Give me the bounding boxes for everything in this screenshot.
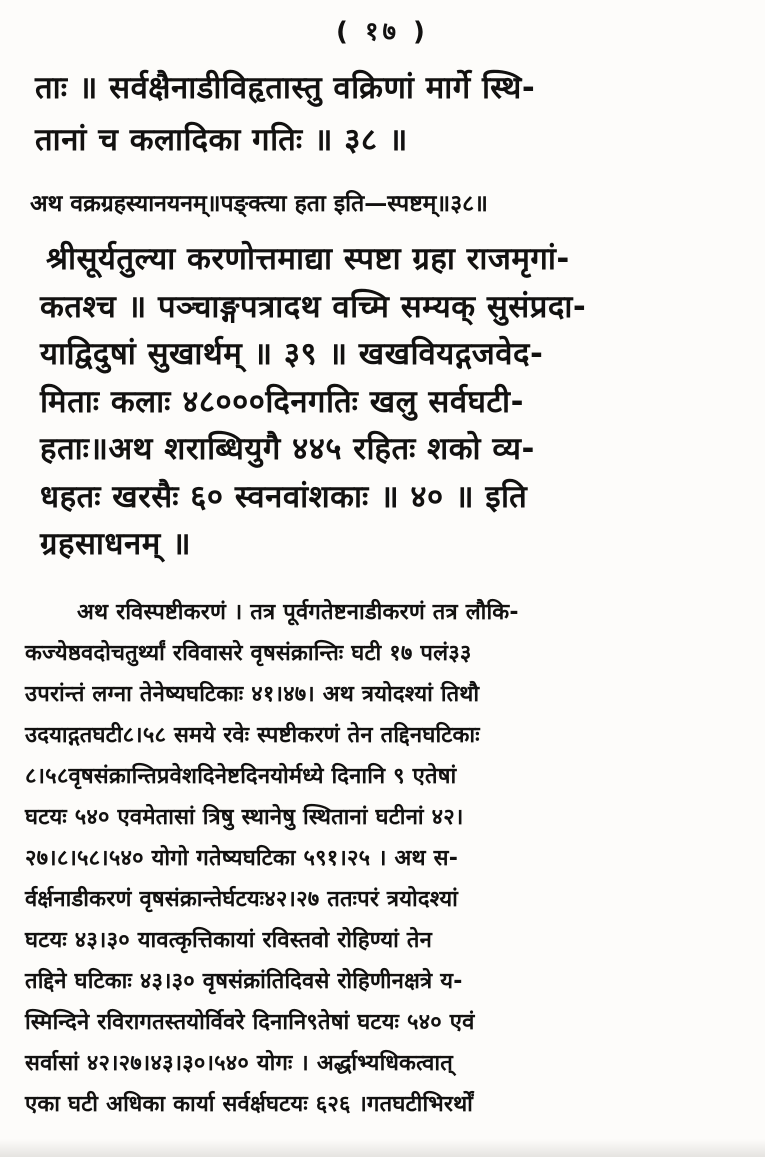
commentary-line: घटयः ५४० एवमेतासां त्रिषु स्थानेषु स्थितानां घटीनां ४२। xyxy=(25,805,464,830)
commentary-line: उपरांन्तं लग्ना तेनेष्यघटिकाः ४१।४७। अथ त्रयोदश्यां तिथौ xyxy=(25,682,480,707)
scan-edge-shadow xyxy=(0,1139,765,1157)
verse-line: याद्विदुषां सुखार्थम् ॥ ३९ ॥ खखवियद्गजवेद- xyxy=(40,336,544,372)
commentary-line: तद्दिने घटिकाः ४३।३० वृषसंक्रांतिदिवसे रोहिणीनक्षत्रे य- xyxy=(25,969,463,994)
commentary-line: ८।५८वृषसंक्रान्तिप्रवेशदिनेष्टदिनयोर्मध्ये दिनानि ९ एतेषां xyxy=(25,764,457,789)
verse-block-39-40 xyxy=(40,236,755,569)
page-number: ( १७ ) xyxy=(336,17,429,47)
verse-line: तानां च कलादिका गतिः ॥ ३८ ॥ xyxy=(35,122,408,158)
verse-block-38 xyxy=(35,62,755,166)
commentary-line: २७।८।५८।५४० योगो गतेष्यघटिका ५९१।२५ । अथ स- xyxy=(25,846,459,871)
verse-line: धहतः खरसैः ६० स्वनवांशकाः ॥ ४० ॥ इति xyxy=(40,478,528,515)
verse-line: मिताः कलाः ४८०००दिनगतिः खलु सर्वघटी- xyxy=(40,383,524,420)
commentary-line: एका घटी अधिका कार्या सर्वर्क्षघटयः ६२६ ।गतघटीभिरर्थों xyxy=(25,1092,474,1117)
commentary-line: र्वर्क्षनाडीकरणं वृषसंक्रान्तेर्घटयः४२।२७ ततःपरं त्रयोदश्यां xyxy=(25,887,458,912)
commentary-line: उदयाद्गतघटी८।५८ समये रवेः स्पष्टीकरणं तेन तद्दिनघटिकाः xyxy=(25,723,480,748)
commentary-line: स्मिन्दिने रविरागतस्तयोर्विवरे दिनानि९तेषां घटयः ५४० एवं xyxy=(25,1010,475,1035)
commentary-header-line: अथ वक्रग्रहस्यानयनम्॥पङ्क्त्या हता इति—स्पष्टम्॥३८॥ xyxy=(30,191,488,217)
verse-line: ग्रहसाधनम् ॥ xyxy=(40,526,192,562)
verse-line: ताः ॥ सर्वक्षैनाडीविहृतास्तु वक्रिणां मार्गे स्थि- xyxy=(35,70,536,106)
commentary-line: घटयः ४३।३० यावत्कृत्तिकायां रविस्तवो रोहिण्यां तेन xyxy=(25,928,433,953)
verse-line: कतश्च ॥ पञ्चाङ्गपत्रादथ वच्मि सम्यक् सुसंप्रदा- xyxy=(40,288,587,325)
verse-line: हताः॥अथ शराब्धियुगै ४४५ रहितः शको व्य- xyxy=(40,431,535,467)
commentary-line: अथ रविस्पष्टीकरणं । तत्र पूर्वगतेष्टनाडीकरणं तत्र लौकि- xyxy=(77,600,519,625)
commentary-line: सर्वासां ४२।२७।४३।३०।५४० योगः । अर्द्धाभ्यधिकत्वात् xyxy=(25,1051,454,1076)
verse-line: श्रीसूर्यतुल्या करणोत्तमाद्या स्पष्टा ग्रहा राजमृगां- xyxy=(46,241,570,277)
commentary-paragraph xyxy=(25,592,753,1125)
commentary-line: कज्येष्ठवदोचतुर्थ्यां रविवासरे वृषसंक्रान्तिः घटी १७ पलं३३ xyxy=(25,641,472,666)
